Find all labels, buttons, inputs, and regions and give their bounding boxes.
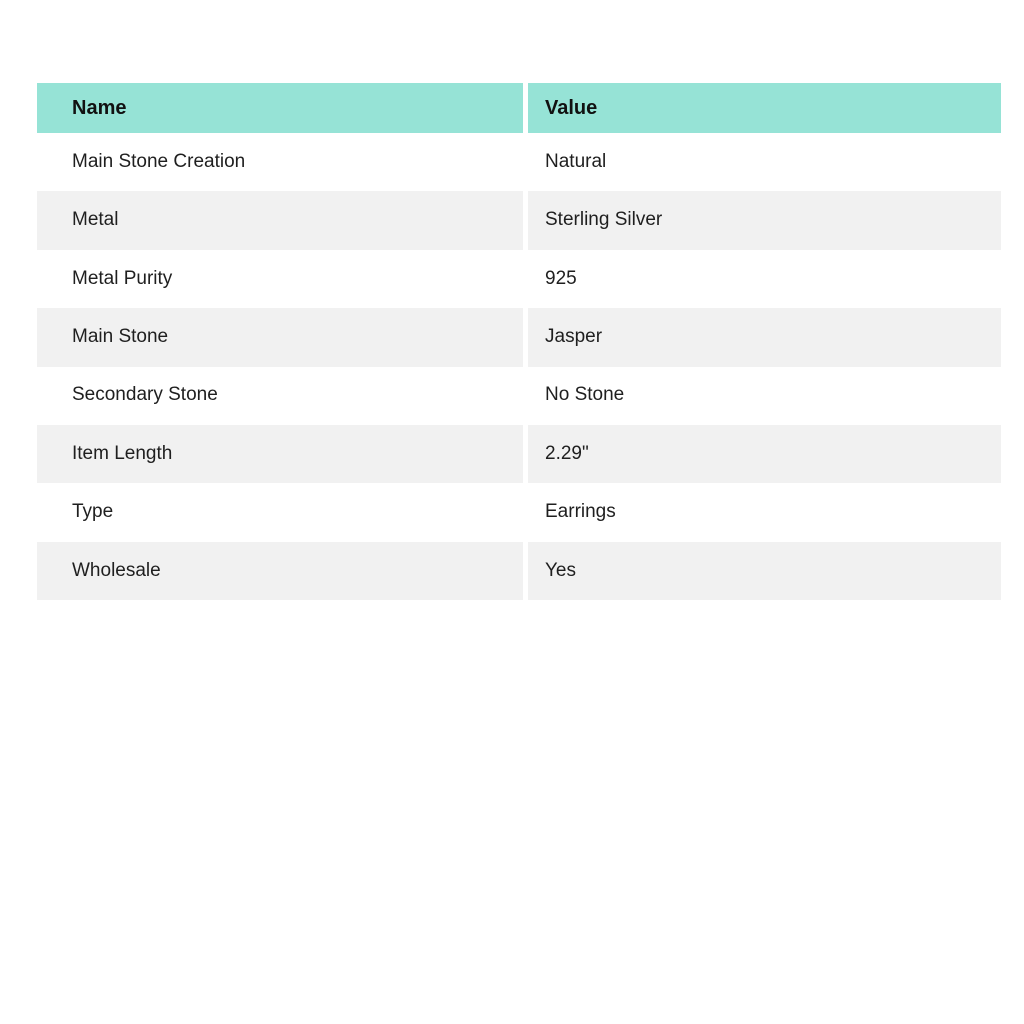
spec-name: Secondary Stone <box>72 384 218 406</box>
spec-value: Jasper <box>528 308 1001 366</box>
column-header-value: Value <box>528 83 1001 133</box>
spec-value: Earrings <box>545 501 616 523</box>
table-row <box>37 191 1001 249</box>
column-header-name: Name <box>37 83 523 133</box>
spec-value: No Stone <box>545 384 625 406</box>
spec-name: Item Length <box>37 425 523 483</box>
table-row <box>37 250 1001 308</box>
table-row <box>37 425 1001 483</box>
table-row <box>37 133 1001 191</box>
spec-value: Yes <box>528 542 1001 600</box>
table-row <box>37 483 1001 541</box>
spec-name: Main Stone <box>37 308 523 366</box>
spec-name: Main Stone Creation <box>72 150 246 172</box>
spec-name: Metal Purity <box>72 267 173 289</box>
product-spec-table <box>37 83 1001 600</box>
spec-value: 925 <box>545 267 577 289</box>
spec-name: Metal <box>37 191 523 249</box>
table-header-row <box>37 83 1001 133</box>
spec-name: Type <box>72 501 114 523</box>
spec-value: Sterling Silver <box>528 191 1001 249</box>
table-row <box>37 308 1001 366</box>
spec-name: Wholesale <box>37 542 523 600</box>
table-row <box>37 367 1001 425</box>
table-row <box>37 542 1001 600</box>
spec-value: Natural <box>545 150 607 172</box>
spec-value: 2.29" <box>528 425 1001 483</box>
